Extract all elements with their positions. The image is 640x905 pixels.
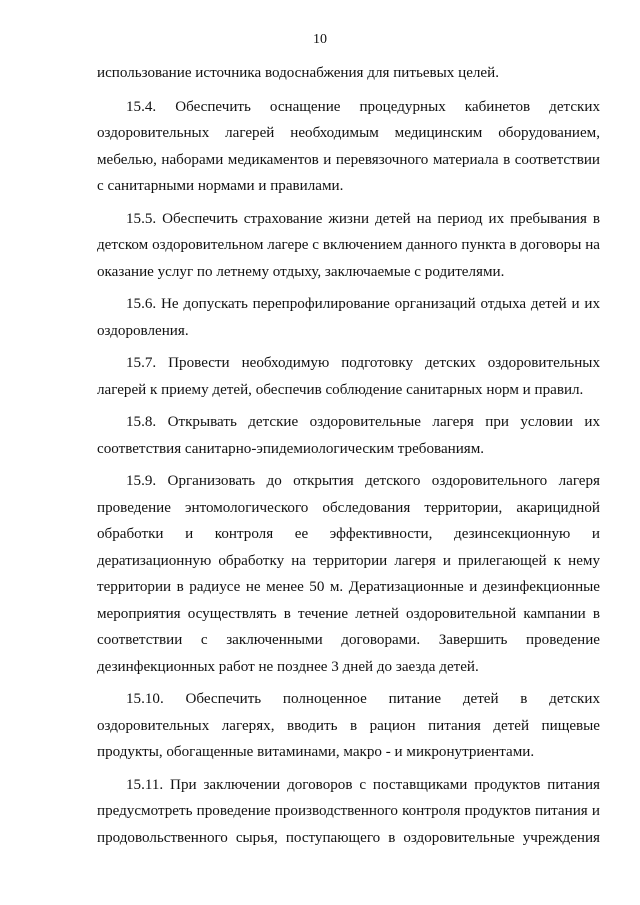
paragraph-15-7: 15.7. Провести необходимую подготовку детских оздоровительных лагерей к приему детей, обеспечив соблюдение санитарных норм и правил. <box>97 355 600 398</box>
paragraph-15-8: 15.8. Открывать детские оздоровительные лагеря при условии их соответствия санитарно-эпидемиологическим требованиям. <box>97 414 600 457</box>
paragraph-15-6: 15.6. Не допускать перепрофилирование организаций отдыха детей и их оздоровления. <box>97 296 600 339</box>
page-number: 10 <box>313 32 327 47</box>
paragraph-15-5: 15.5. Обеспечить страхование жизни детей на период их пребывания в детском оздоровительном лагере с включением данного пункта в договоры на оказание услуг по летнему отдыху, заключаемые с родителями. <box>97 210 600 280</box>
document-body <box>97 60 600 857</box>
paragraph-continuation: использование источника водоснабжения для питьевых целей. <box>97 65 499 81</box>
paragraph-15-11: 15.11. При заключении договоров с поставщиками продуктов питания предусмотреть проведение производственного контроля продуктов питания и продовольственного сырья, поступающего в оздоровительные учреждения <box>97 776 600 846</box>
paragraph-15-10: 15.10. Обеспечить полноценное питание детей в детских оздоровительных лагерях, вводить в рацион питания детей пищевые продукты, обогащенные витаминами, макро - и микронутриентами. <box>97 691 600 760</box>
paragraph-15-9: 15.9. Организовать до открытия детского оздоровительного лагеря проведение энтомологического обследования территории, акарицидной обработки и контроля ее эффективности, дезинсекционную и дератизационную обработку на территории лагеря и прилегающей к нему территории в радиусе не менее 50 м. Дератизационные и дезинфекционные мероприятия осуществлять в течение летней оздоровительной кампании в соответствии с заключенными договорами. Завершить проведение дезинфекционных работ не позднее 3 дней до заезда детей. <box>97 473 600 675</box>
paragraph-15-4: 15.4. Обеспечить оснащение процедурных кабинетов детских оздоровительных лагерей необходимым медицинским оборудованием, мебелью, наборами медикаментов и перевязочного материала в соответствии с санитарными нормами и правилами. <box>97 98 600 194</box>
